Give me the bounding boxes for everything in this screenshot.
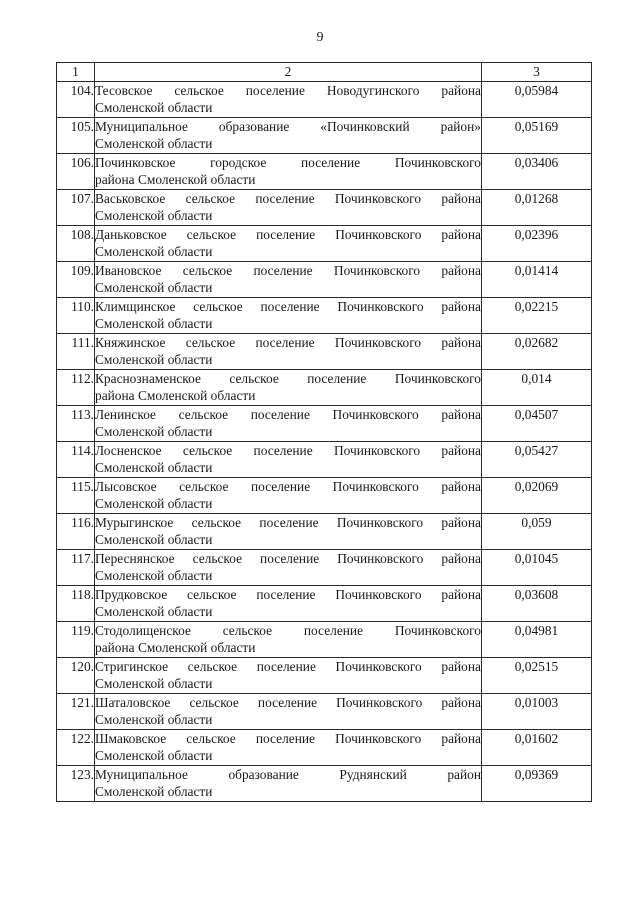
row-number: 107. <box>57 190 95 226</box>
table-row <box>57 334 592 370</box>
table-row <box>57 82 592 118</box>
municipality-name-line1: Климщинское сельское поселение Починковского района <box>95 299 481 314</box>
table-row <box>57 478 592 514</box>
municipality-name-line1: Починковское городское поселение Починковского <box>95 155 481 170</box>
row-number: 116. <box>57 514 95 550</box>
municipality-name <box>95 190 482 226</box>
row-number: 110. <box>57 298 95 334</box>
row-number: 112. <box>57 370 95 406</box>
coefficient-value: 0,05427 <box>482 442 592 478</box>
municipality-name <box>95 154 482 190</box>
municipality-name-line1: Васьковское сельское поселение Починковского района <box>95 191 481 206</box>
coefficient-value: 0,01268 <box>482 190 592 226</box>
municipality-name-line1: Ленинское сельское поселение Починковского района <box>95 407 481 422</box>
table-row <box>57 730 592 766</box>
municipality-name <box>95 262 482 298</box>
coefficient-value: 0,05169 <box>482 118 592 154</box>
row-number: 122. <box>57 730 95 766</box>
municipality-name-line2: Смоленской области <box>95 496 213 511</box>
municipality-name <box>95 118 482 154</box>
table-row <box>57 226 592 262</box>
coefficient-value: 0,02682 <box>482 334 592 370</box>
municipality-name-line2: Смоленской области <box>95 748 213 763</box>
municipality-name-line2: Смоленской области <box>95 280 213 295</box>
coefficient-value: 0,014 <box>482 370 592 406</box>
municipality-name-line1: Муниципальное образование «Починковский район» <box>95 119 481 134</box>
municipality-name-line1: Переснянское сельское поселение Починковского района <box>95 551 481 566</box>
municipality-name-line2: Смоленской области <box>95 604 213 619</box>
table-row <box>57 514 592 550</box>
row-number: 120. <box>57 658 95 694</box>
table-row <box>57 694 592 730</box>
municipality-name-line1: Даньковское сельское поселение Починковского района <box>95 227 481 242</box>
municipality-name-line2: района Смоленской области <box>95 640 256 655</box>
municipality-name <box>95 586 482 622</box>
row-number: 117. <box>57 550 95 586</box>
municipality-name <box>95 406 482 442</box>
municipality-name <box>95 658 482 694</box>
municipality-name-line1: Прудковское сельское поселение Починковского района <box>95 587 481 602</box>
municipality-name-line2: Смоленской области <box>95 712 213 727</box>
coefficient-value: 0,02515 <box>482 658 592 694</box>
table-row <box>57 586 592 622</box>
municipality-name-line1: Шаталовское сельское поселение Починковского района <box>95 695 481 710</box>
municipality-name-line2: Смоленской области <box>95 460 213 475</box>
coefficient-value: 0,03406 <box>482 154 592 190</box>
table-header-row <box>57 63 592 82</box>
row-number: 119. <box>57 622 95 658</box>
table-row <box>57 370 592 406</box>
row-number: 114. <box>57 442 95 478</box>
municipality-name-line1: Лосненское сельское поселение Починковского района <box>95 443 481 458</box>
municipality-name <box>95 550 482 586</box>
municipality-name-line2: Смоленской области <box>95 100 213 115</box>
row-number: 121. <box>57 694 95 730</box>
coefficient-value: 0,05984 <box>482 82 592 118</box>
municipality-name-line1: Княжинское сельское поселение Починковского района <box>95 335 481 350</box>
municipality-name <box>95 82 482 118</box>
municipality-name-line2: Смоленской области <box>95 532 213 547</box>
municipality-name <box>95 370 482 406</box>
municipality-name-line1: Тесовское сельское поселение Новодугинского района <box>95 83 481 98</box>
table-row <box>57 658 592 694</box>
row-number: 105. <box>57 118 95 154</box>
municipality-name-line2: района Смоленской области <box>95 388 256 403</box>
municipality-name-line2: Смоленской области <box>95 136 213 151</box>
municipality-name-line2: Смоленской области <box>95 244 213 259</box>
municipality-name-line2: Смоленской области <box>95 352 213 367</box>
table-row <box>57 154 592 190</box>
table-row <box>57 766 592 802</box>
coefficient-value: 0,01045 <box>482 550 592 586</box>
municipality-name-line1: Стригинское сельское поселение Починковского района <box>95 659 481 674</box>
table-row <box>57 622 592 658</box>
municipality-name-line1: Мурыгинское сельское поселение Починковского района <box>95 515 481 530</box>
coefficient-value: 0,01414 <box>482 262 592 298</box>
coefficient-value: 0,01602 <box>482 730 592 766</box>
municipality-name <box>95 622 482 658</box>
municipality-name-line1: Муниципальное образование Руднянский район <box>95 767 481 782</box>
municipality-name-line2: района Смоленской области <box>95 172 256 187</box>
municipality-name <box>95 226 482 262</box>
column-header-3: 3 <box>482 63 592 82</box>
table-row <box>57 406 592 442</box>
coefficient-value: 0,04507 <box>482 406 592 442</box>
table-row <box>57 118 592 154</box>
municipality-name <box>95 442 482 478</box>
row-number: 113. <box>57 406 95 442</box>
municipality-name <box>95 766 482 802</box>
municipality-name <box>95 694 482 730</box>
municipality-name <box>95 298 482 334</box>
coefficient-value: 0,01003 <box>482 694 592 730</box>
page-number: 9 <box>316 30 324 45</box>
table-row <box>57 190 592 226</box>
table-row <box>57 550 592 586</box>
row-number: 123. <box>57 766 95 802</box>
municipality-name <box>95 730 482 766</box>
row-number: 106. <box>57 154 95 190</box>
row-number: 104. <box>57 82 95 118</box>
municipality-name-line2: Смоленской области <box>95 208 213 223</box>
coefficient-value: 0,09369 <box>482 766 592 802</box>
coefficient-value: 0,03608 <box>482 586 592 622</box>
municipality-name-line1: Шмаковское сельское поселение Починковского района <box>95 731 481 746</box>
row-number: 111. <box>57 334 95 370</box>
data-table <box>56 62 592 802</box>
municipality-name-line2: Смоленской области <box>95 424 213 439</box>
coefficient-value: 0,02215 <box>482 298 592 334</box>
municipality-name-line1: Ивановское сельское поселение Починковского района <box>95 263 481 278</box>
table-row <box>57 298 592 334</box>
column-header-2: 2 <box>95 63 482 82</box>
coefficient-value: 0,04981 <box>482 622 592 658</box>
table-row <box>57 442 592 478</box>
row-number: 118. <box>57 586 95 622</box>
municipality-name <box>95 334 482 370</box>
municipality-name-line2: Смоленской области <box>95 676 213 691</box>
municipality-name-line1: Краснознаменское сельское поселение Починковского <box>95 371 481 386</box>
municipality-name <box>95 478 482 514</box>
table-row <box>57 262 592 298</box>
municipality-name-line1: Стодолищенское сельское поселение Починковского <box>95 623 481 638</box>
row-number: 115. <box>57 478 95 514</box>
municipality-name <box>95 514 482 550</box>
municipality-name-line2: Смоленской области <box>95 568 213 583</box>
coefficient-value: 0,02069 <box>482 478 592 514</box>
row-number: 108. <box>57 226 95 262</box>
row-number: 109. <box>57 262 95 298</box>
column-header-1: 1 <box>57 63 95 82</box>
coefficient-value: 0,059 <box>482 514 592 550</box>
municipality-name-line1: Лысовское сельское поселение Починковского района <box>95 479 481 494</box>
coefficient-value: 0,02396 <box>482 226 592 262</box>
municipality-name-line2: Смоленской области <box>95 316 213 331</box>
municipality-name-line2: Смоленской области <box>95 784 213 799</box>
